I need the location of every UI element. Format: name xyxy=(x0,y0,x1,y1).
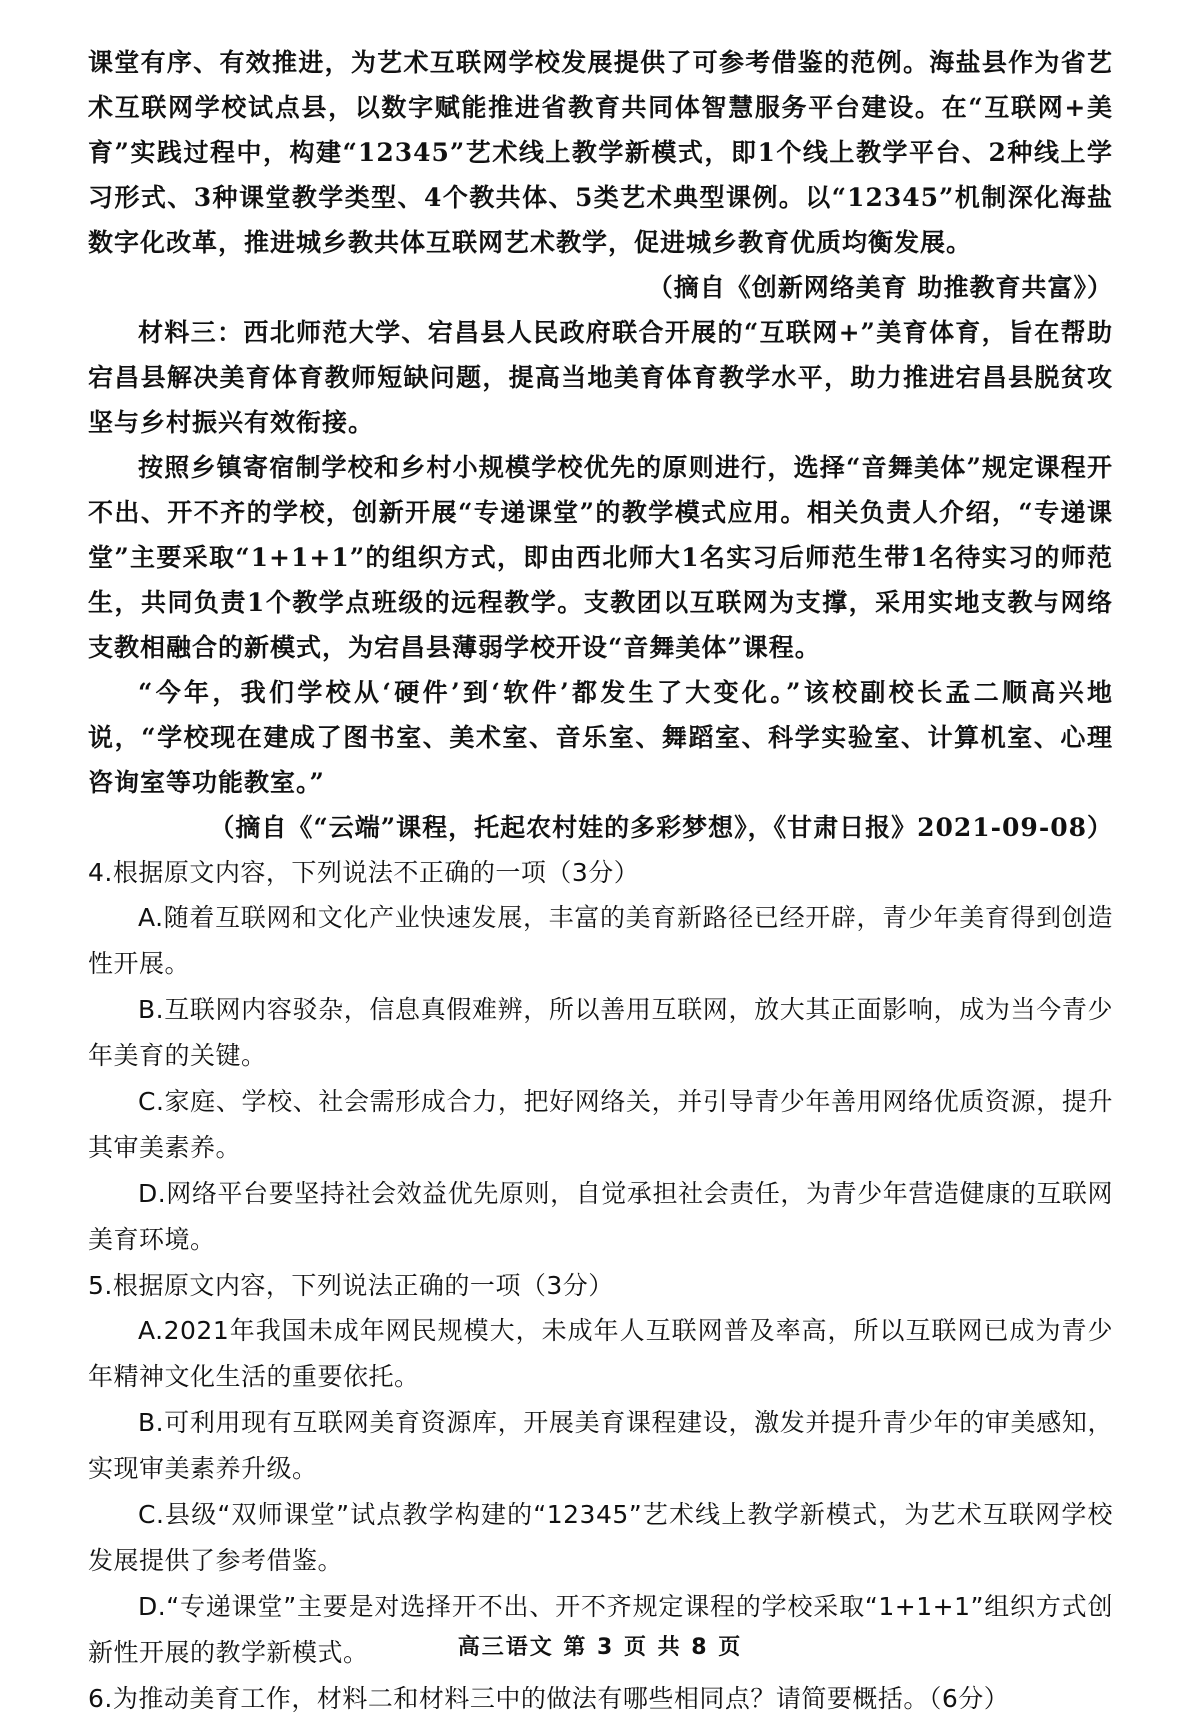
question-5-option-a: A.2021年我国未成年网民规模大，未成年人互联网普及率高，所以互联网已成为青少年精神文化生活的重要依托。 xyxy=(88,1316,1113,1391)
question-5-option-d: D.“专递课堂”主要是对选择开不出、开不齐规定课程的学校采取“1+1+1”组织方式创新性开展的教学新模式。 xyxy=(88,1592,1113,1667)
material3-paragraph-2: 按照乡镇寄宿制学校和乡村小规模学校优先的原则进行，选择“音舞美体”规定课程开不出、开不齐的学校，创新开展“专递课堂”的教学模式应用。相关负责人介绍，“专递课堂”主要采取“1+1+1”的组织方式，即由西北师大1名实习后师范生带1名待实习的师范生，共同负责1个教学点班级的远程教学。支教团以互联网为支撑，采用实地支教与网络支教相融合的新模式，为宕昌县薄弱学校开设“音舞美体”课程。 xyxy=(88,453,1113,662)
material2-tail-paragraph: 课堂有序、有效推进，为艺术互联网学校发展提供了可参考借鉴的范例。海盐县作为省艺术互联网学校试点县，以数字赋能推进省教育共同体智慧服务平台建设。在“互联网+美育”实践过程中，构建“12345”艺术线上教学新模式，即1个线上教学平台、2种线上学习形式、3种课堂教学类型、4个教共体、5类艺术典型课例。以“12345”机制深化海盐数字化改革，推进城乡教共体互联网艺术教学，促进城乡教育优质均衡发展。 xyxy=(88,48,1113,257)
question-5-stem: 5.根据原文内容，下列说法正确的一项（3分） xyxy=(88,1271,614,1300)
question-4-stem: 4.根据原文内容，下列说法不正确的一项（3分） xyxy=(88,858,640,887)
text-column xyxy=(88,40,1113,1721)
question-5-option-b: B.可利用现有互联网美育资源库，开展美育课程建设，激发并提升青少年的审美感知，实现审美素养升级。 xyxy=(88,1408,1113,1483)
question-6-stem: 6.为推动美育工作，材料二和材料三中的做法有哪些相同点？请简要概括。（6分） xyxy=(88,1684,1010,1713)
material3-paragraph-1: 材料三：西北师范大学、宕昌县人民政府联合开展的“互联网+”美育体育，旨在帮助宕昌县解决美育体育教师短缺问题，提高当地美育体育教学水平，助力推进宕昌县脱贫攻坚与乡村振兴有效衔接。 xyxy=(88,318,1113,437)
question-4-option-b: B.互联网内容驳杂，信息真假难辨，所以善用互联网，放大其正面影响，成为当今青少年美育的关键。 xyxy=(88,995,1113,1070)
material3-source: （摘自《“云端”课程，托起农村娃的多彩梦想》，《甘肃日报》2021-09-08） xyxy=(209,813,1113,842)
question-4-option-a: A.随着互联网和文化产业快速发展，丰富的美育新路径已经开辟，青少年美育得到创造性开展。 xyxy=(88,903,1113,978)
question-4-option-d: D.网络平台要坚持社会效益优先原则，自觉承担社会责任，为青少年营造健康的互联网美育环境。 xyxy=(88,1179,1113,1254)
question-5-option-c: C.县级“双师课堂”试点教学构建的“12345”艺术线上教学新模式，为艺术互联网学校发展提供了参考借鉴。 xyxy=(88,1500,1113,1575)
material3-paragraph-3: “今年，我们学校从‘硬件’到‘软件’都发生了大变化。”该校副校长孟二顺高兴地说，“学校现在建成了图书室、美术室、音乐室、舞蹈室、科学实验室、计算机室、心理咨询室等功能教室。” xyxy=(88,678,1113,797)
page-footer: 高三语文 第 3 页 共 8 页 xyxy=(457,1635,743,1660)
question-4-option-c: C.家庭、学校、社会需形成合力，把好网络关，并引导青少年善用网络优质资源，提升其审美素养。 xyxy=(88,1087,1113,1162)
material2-source: （摘自《创新网络美育 助推教育共富》） xyxy=(647,273,1113,302)
